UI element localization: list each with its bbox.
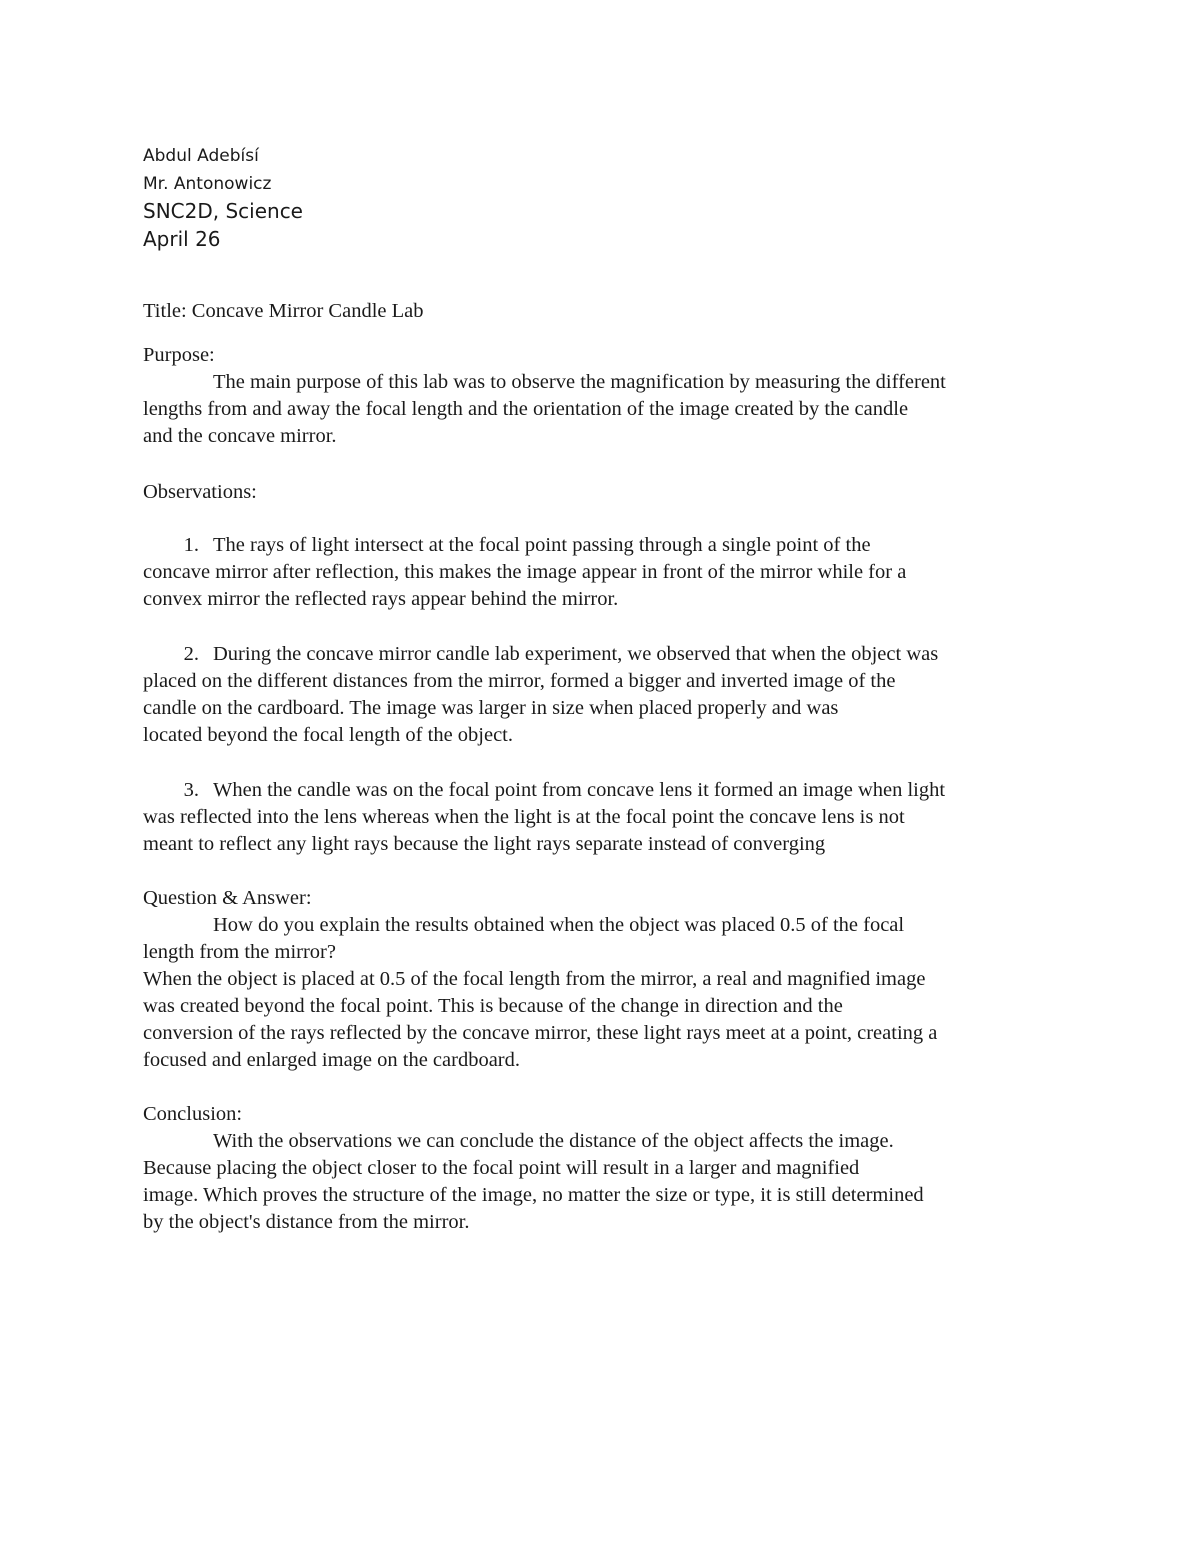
date: April 26 bbox=[143, 227, 221, 251]
conclusion-line: image. Which proves the structure of the image, no matter the size or type, it is still determined bbox=[143, 1184, 924, 1206]
observation-line: convex mirror the reflected rays appear behind the mirror. bbox=[143, 588, 619, 610]
conclusion-line: by the object's distance from the mirror. bbox=[143, 1211, 470, 1233]
observation-line: located beyond the focal length of the object. bbox=[143, 724, 514, 746]
observation-item-3 bbox=[143, 777, 1063, 858]
observation-item-1 bbox=[143, 532, 1063, 613]
purpose-line: and the concave mirror. bbox=[143, 425, 337, 447]
list-number: 2. bbox=[183, 643, 199, 665]
question-line: How do you explain the results obtained when the object was placed 0.5 of the focal bbox=[213, 914, 905, 936]
observation-line: meant to reflect any light rays because the light rays separate instead of converging bbox=[143, 833, 826, 855]
qa-heading: Question & Answer: bbox=[143, 887, 312, 909]
qa-section bbox=[143, 885, 1063, 1074]
observations-heading-block bbox=[143, 479, 1063, 506]
course-name: SNC2D, Science bbox=[143, 199, 303, 223]
observation-line: During the concave mirror candle lab experiment, we observed that when the object was bbox=[213, 643, 939, 665]
purpose-heading: Purpose: bbox=[143, 344, 215, 366]
observations-heading: Observations: bbox=[143, 481, 257, 503]
list-number: 1. bbox=[183, 534, 199, 556]
title-text: Title: Concave Mirror Candle Lab bbox=[143, 300, 424, 322]
observation-line: The rays of light intersect at the focal point passing through a single point of the bbox=[213, 534, 871, 556]
observation-item-2 bbox=[143, 641, 1063, 749]
purpose-line: The main purpose of this lab was to observe the magnification by measuring the different bbox=[213, 371, 946, 393]
observation-line: When the candle was on the focal point from concave lens it formed an image when light bbox=[213, 779, 946, 801]
conclusion-heading: Conclusion: bbox=[143, 1103, 243, 1125]
student-name: Abdul Adebísí bbox=[143, 146, 259, 166]
answer-line: was created beyond the focal point. This is because of the change in direction and the bbox=[143, 995, 843, 1017]
conclusion-line: Because placing the object closer to the focal point will result in a larger and magnified bbox=[143, 1157, 860, 1179]
teacher-name: Mr. Antonowicz bbox=[143, 174, 272, 194]
document-title bbox=[143, 298, 1063, 325]
question-line: length from the mirror? bbox=[143, 941, 336, 963]
purpose-line: lengths from and away the focal length and the orientation of the image created by the candle bbox=[143, 398, 909, 420]
purpose-section bbox=[143, 342, 1063, 450]
observation-line: candle on the cardboard. The image was larger in size when placed properly and was bbox=[143, 697, 839, 719]
conclusion-section bbox=[143, 1101, 1063, 1236]
observation-line: was reflected into the lens whereas when the light is at the focal point the concave lens is not bbox=[143, 806, 905, 828]
answer-line: When the object is placed at 0.5 of the focal length from the mirror, a real and magnified image bbox=[143, 968, 926, 990]
observation-line: placed on the different distances from the mirror, formed a bigger and inverted image of the bbox=[143, 670, 896, 692]
answer-line: focused and enlarged image on the cardboard. bbox=[143, 1049, 521, 1071]
list-number: 3. bbox=[183, 779, 199, 801]
answer-line: conversion of the rays reflected by the concave mirror, these light rays meet at a point, creating a bbox=[143, 1022, 938, 1044]
conclusion-line: With the observations we can conclude the distance of the object affects the image. bbox=[213, 1130, 894, 1152]
observation-line: concave mirror after reflection, this makes the image appear in front of the mirror while for a bbox=[143, 561, 907, 583]
